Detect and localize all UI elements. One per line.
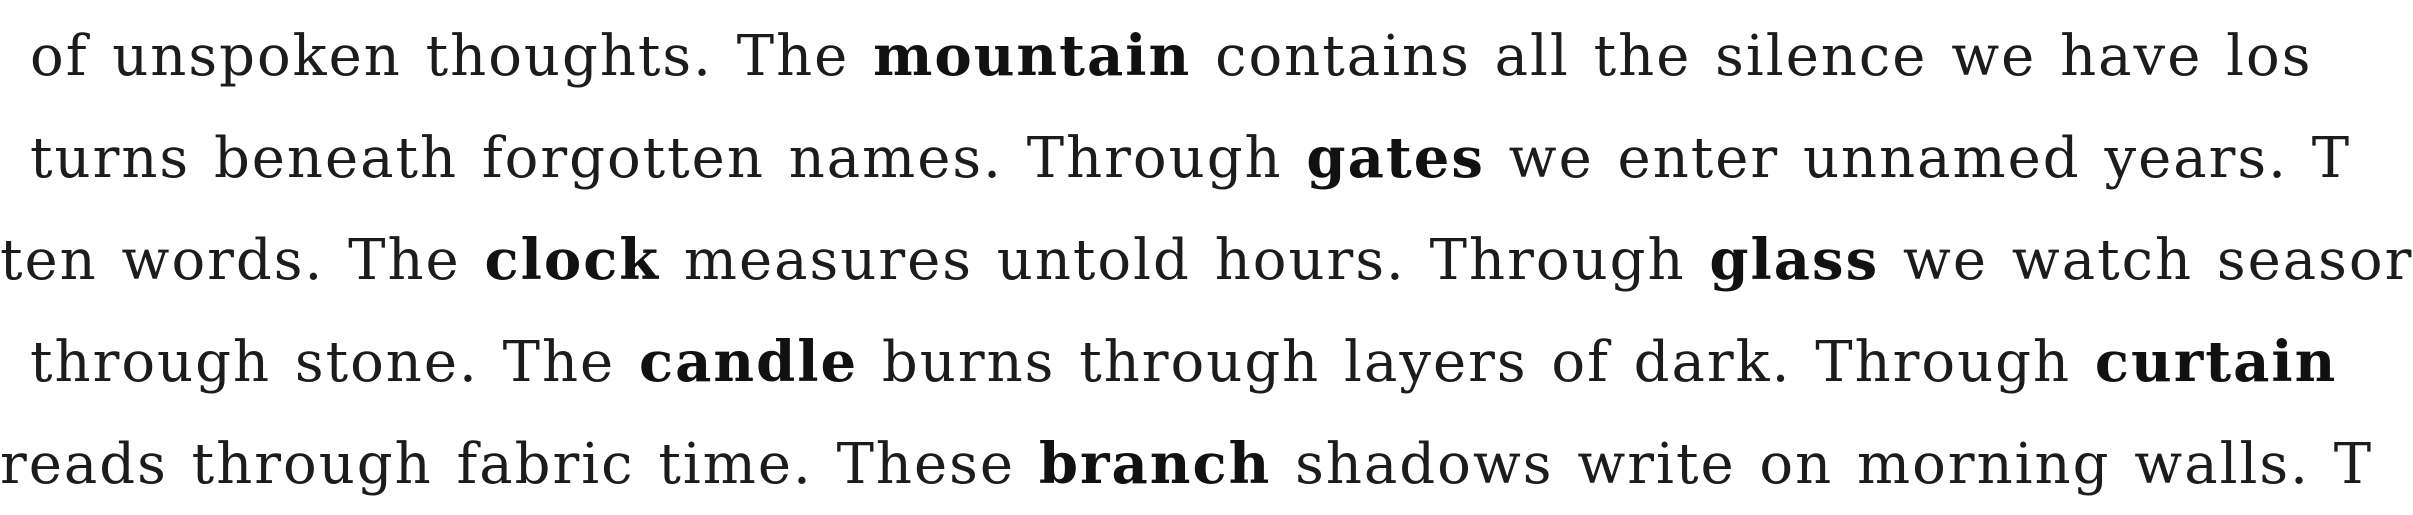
line-4-text-a: through stone. The — [30, 330, 639, 395]
bold-word-glass: glass — [1709, 227, 1880, 293]
bold-word-mountain: mountain — [873, 23, 1192, 89]
line-4-text-b: burns through layers of dark. Through — [858, 330, 2095, 395]
line-3-text-c: we watch seasor — [1879, 228, 2413, 293]
bold-word-clock: clock — [484, 227, 661, 293]
line-3-text-a: ten words. The — [0, 228, 485, 293]
text-line-2 — [30, 108, 2351, 208]
bold-word-candle: candle — [638, 329, 859, 395]
bold-word-gates: gates — [1306, 125, 1485, 191]
bold-word-curtain: curtain — [2094, 329, 2338, 395]
text-line-4 — [30, 312, 2337, 412]
line-5-text-a: reads through fabric time. These — [0, 432, 1039, 497]
text-line-1 — [30, 6, 2313, 106]
text-line-3 — [0, 210, 2413, 310]
bold-word-branch: branch — [1038, 431, 1272, 497]
line-1-text-b: contains all the silence we have los — [1191, 24, 2313, 89]
line-5-text-b: shadows write on morning walls. T — [1271, 432, 2374, 497]
text-line-5 — [0, 414, 2373, 514]
line-2-text-a: turns beneath forgotten names. Through — [30, 126, 1307, 191]
line-1-text-a: of unspoken thoughts. The — [30, 24, 874, 89]
line-2-text-b: we enter unnamed years. T — [1484, 126, 2352, 191]
line-3-text-b: measures untold hours. Through — [660, 228, 1710, 293]
